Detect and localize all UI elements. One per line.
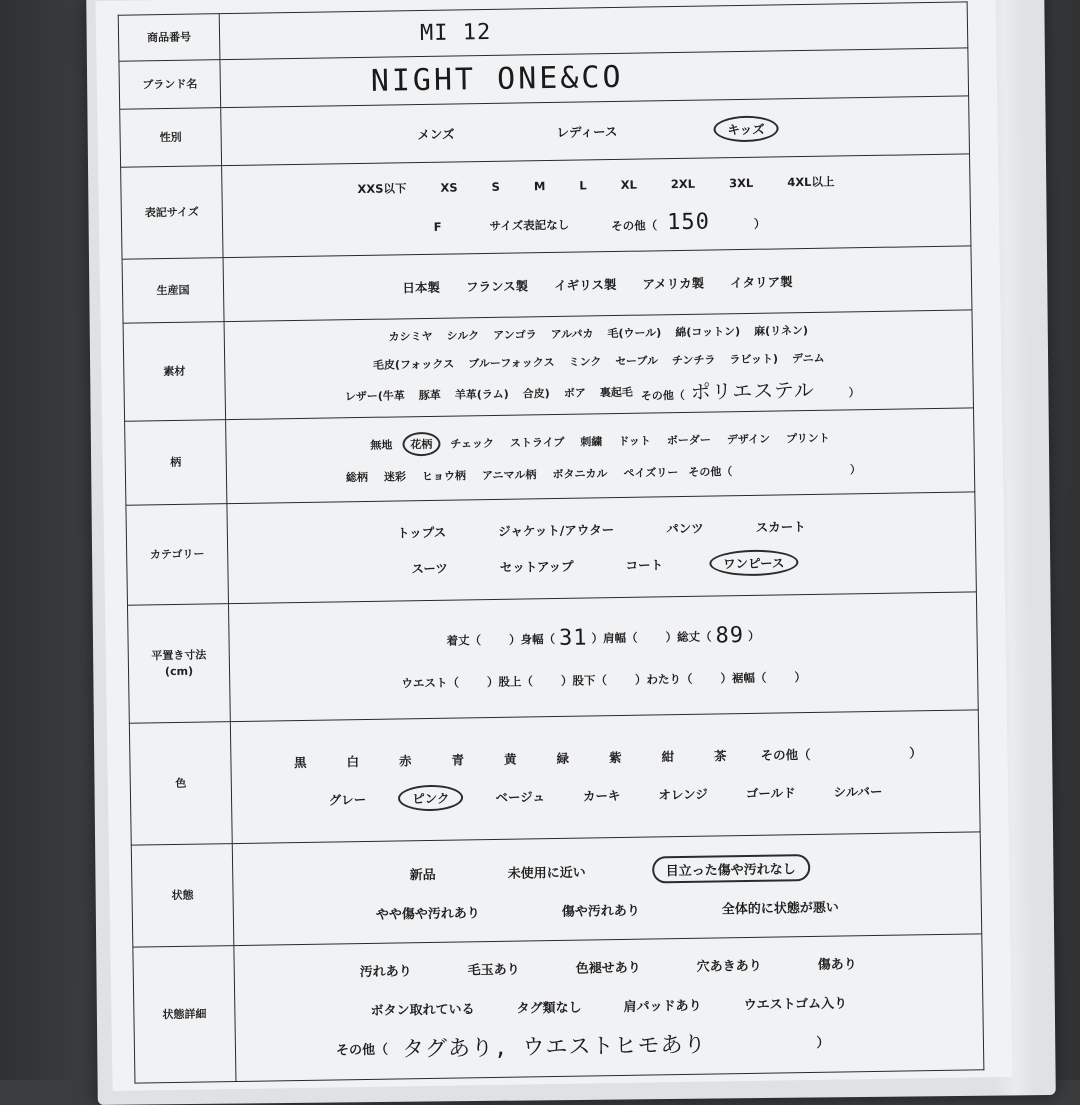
material-mink[interactable]: ミンク — [568, 355, 602, 369]
pattern-paisley[interactable]: ペイズリー — [623, 465, 679, 480]
measure-katahaba-label: ）肩幅（ — [591, 630, 638, 645]
color-orange[interactable]: オレンジ — [658, 786, 708, 802]
product-form-table — [118, 1, 985, 1083]
color-silver[interactable]: シルバー — [833, 783, 883, 800]
color-red[interactable]: 赤 — [398, 752, 412, 768]
detail-hole[interactable]: 穴あきあり — [696, 958, 762, 975]
pattern-dot[interactable]: ドット — [618, 433, 651, 448]
row-condition-detail — [133, 934, 984, 1083]
color-other-close: ） — [909, 744, 922, 760]
pattern-botanical[interactable]: ボタニカル — [552, 466, 608, 481]
label-measurements: 平置き寸法 — [151, 648, 207, 663]
category-coat[interactable]: コート — [625, 556, 664, 573]
measure-kitake-label: 着丈（ — [446, 632, 482, 648]
material-boa[interactable]: ボア — [563, 385, 586, 400]
material-other-value: ポリエステル — [690, 377, 815, 404]
measure-waist-label: ウエスト（ — [401, 675, 460, 691]
color-black[interactable]: 黒 — [293, 754, 307, 770]
country-italy[interactable]: イタリア製 — [729, 273, 793, 290]
pattern-leopard[interactable]: ヒョウ柄 — [421, 468, 467, 483]
label-pattern: 柄 — [125, 420, 227, 506]
material-cashmere[interactable]: カシミヤ — [388, 329, 433, 344]
label-condition: 状態 — [131, 844, 234, 948]
detail-shoulder-pad[interactable]: 肩パッドあり — [623, 998, 702, 1015]
color-gold[interactable]: ゴールド — [745, 784, 796, 801]
size-xs[interactable]: XS — [440, 180, 458, 195]
label-gender: 性別 — [120, 108, 222, 168]
condition-new[interactable]: 新品 — [409, 867, 436, 883]
label-category: カテゴリー — [126, 504, 229, 606]
category-suit[interactable]: スーツ — [411, 560, 448, 576]
measure-susohaba-label: ）裾幅（ — [720, 670, 767, 686]
detail-other-value: タグあり, ウエストヒモあり — [401, 1032, 707, 1063]
size-s[interactable]: S — [491, 179, 501, 194]
pattern-camo[interactable]: 迷彩 — [383, 469, 407, 484]
pattern-embroidery[interactable]: 刺繍 — [580, 434, 603, 449]
label-product-no: 商品番号 — [118, 14, 220, 62]
pattern-plain[interactable]: 無地 — [370, 438, 393, 452]
condition-poor[interactable]: 全体的に状態が悪い — [721, 900, 839, 917]
color-purple[interactable]: 紫 — [608, 749, 622, 765]
size-other-value: 150 — [666, 209, 711, 236]
detail-fading[interactable]: 色褪せあり — [575, 960, 641, 977]
color-gray[interactable]: グレー — [328, 791, 367, 808]
detail-waist-elastic[interactable]: ウエストゴム入り — [743, 996, 848, 1014]
pattern-other-label: その他（ — [688, 464, 733, 479]
label-country: 生産国 — [122, 258, 224, 324]
pattern-floral-selected[interactable]: 花柄 — [402, 431, 440, 456]
size-no-label[interactable]: サイズ表記なし — [489, 217, 570, 233]
measure-matashita-label: ）股下（ — [560, 673, 608, 688]
label-material: 素材 — [123, 322, 226, 422]
material-angora[interactable]: アンゴラ — [493, 328, 537, 342]
material-sable[interactable]: セーブル — [615, 354, 659, 369]
color-brown[interactable]: 茶 — [713, 747, 727, 764]
pattern-other-close: ） — [849, 462, 862, 476]
material-other-close: ） — [848, 386, 860, 400]
label-size: 表記サイズ — [121, 166, 223, 260]
material-wool[interactable]: 毛(ウール) — [607, 326, 662, 341]
product-form-sheet — [95, 0, 1012, 1091]
color-navy[interactable]: 紺 — [661, 748, 675, 764]
measure-watari-label: ）わたり（ — [634, 671, 693, 687]
gender-mens[interactable]: メンズ — [417, 126, 455, 142]
pattern-allover[interactable]: 総柄 — [345, 470, 369, 484]
category-onepiece-selected[interactable]: ワンピース — [709, 549, 799, 576]
size-3xl[interactable]: 3XL — [728, 175, 754, 191]
color-pink-selected[interactable]: ピンク — [398, 784, 464, 811]
brand-value: NIGHT ONE&CO — [370, 59, 624, 99]
color-green[interactable]: 緑 — [556, 750, 570, 766]
size-xxs[interactable]: XXS以下 — [357, 181, 407, 197]
country-japan[interactable]: 日本製 — [402, 279, 441, 295]
country-uk[interactable]: イギリス製 — [554, 276, 617, 293]
pattern-print[interactable]: プリント — [785, 431, 830, 445]
condition-no-damage-selected[interactable]: 目立った傷や汚れなし — [651, 854, 809, 883]
color-other-label: その他（ — [760, 746, 811, 763]
condition-slight-damage[interactable]: やや傷や汚れあり — [375, 905, 480, 923]
size-xl[interactable]: XL — [620, 177, 637, 192]
country-usa[interactable]: アメリカ製 — [642, 275, 705, 292]
gender-ladies[interactable]: レディース — [556, 123, 618, 140]
material-leather-cow[interactable]: レザー(牛革 — [344, 388, 405, 403]
row-condition — [131, 832, 981, 947]
size-4xl[interactable]: 4XL以上 — [787, 174, 835, 190]
pattern-border[interactable]: ボーダー — [666, 433, 711, 447]
material-fur-fox[interactable]: 毛皮(フォックス — [372, 357, 455, 372]
pattern-design[interactable]: デザイン — [726, 432, 771, 446]
measure-mihaba-label: ）身幅（ — [508, 631, 556, 647]
row-category — [126, 492, 976, 605]
product-no-value: MI 12 — [419, 19, 492, 47]
material-linen[interactable]: 麻(リネン) — [754, 323, 809, 338]
label-brand: ブランド名 — [119, 60, 221, 110]
pattern-animal[interactable]: アニマル柄 — [481, 467, 537, 482]
pattern-check[interactable]: チェック — [450, 436, 495, 451]
detail-no-tag[interactable]: タグ類なし — [516, 1000, 582, 1017]
row-material — [123, 310, 973, 421]
label-condition-detail: 状態詳細 — [133, 946, 236, 1084]
detail-pilling[interactable]: 毛玉あり — [467, 962, 520, 979]
size-other-label: その他（ — [611, 218, 658, 234]
size-f[interactable]: F — [433, 219, 442, 234]
size-2xl[interactable]: 2XL — [670, 176, 696, 192]
measure-mihaba-value: 31 — [558, 625, 588, 651]
color-beige[interactable]: ベージュ — [495, 788, 546, 805]
detail-other-close: ） — [816, 1035, 830, 1051]
detail-scratch[interactable]: 傷あり — [817, 957, 857, 973]
category-setup[interactable]: セットアップ — [499, 558, 574, 575]
label-measurements-unit: (cm) — [164, 664, 194, 678]
color-blue[interactable]: 青 — [451, 751, 465, 768]
material-rabbit[interactable]: ラビット) — [729, 352, 779, 367]
row-color — [129, 710, 980, 845]
row-measurements — [127, 592, 978, 723]
detail-stain[interactable]: 汚れあり — [359, 964, 412, 981]
size-m[interactable]: M — [533, 179, 546, 194]
material-brushed[interactable]: 裏起毛 — [599, 385, 633, 399]
category-pants[interactable]: パンツ — [666, 520, 704, 536]
measure-soutake-label: ）総丈（ — [665, 629, 712, 644]
color-khaki[interactable]: カーキ — [582, 787, 621, 804]
material-leather-lamb[interactable]: 羊革(ラム) — [454, 387, 509, 402]
material-synthetic-leather[interactable]: 合皮) — [522, 386, 550, 400]
category-tops[interactable]: トップス — [396, 524, 447, 540]
measure-matagami-label: ）股上（ — [486, 674, 534, 690]
measure-end: ） — [747, 628, 760, 643]
label-color: 色 — [129, 722, 232, 846]
country-france[interactable]: フランス製 — [465, 277, 529, 294]
detail-button-missing[interactable]: ボタン取れている — [370, 1002, 475, 1019]
material-alpaca[interactable]: アルパカ — [550, 327, 594, 342]
category-skirt[interactable]: スカート — [755, 518, 806, 535]
category-jacket[interactable]: ジャケット/アウター — [498, 521, 615, 539]
detail-other-label: その他（ — [335, 1042, 389, 1059]
color-yellow[interactable]: 黄 — [503, 751, 517, 767]
material-leather-pig[interactable]: 豚革 — [418, 388, 441, 402]
row-size — [121, 154, 971, 259]
material-chinchilla[interactable]: チンチラ — [671, 353, 716, 368]
material-silk[interactable]: シルク — [446, 329, 480, 343]
measure-end-2: ） — [794, 670, 807, 685]
size-other-close: ） — [753, 216, 766, 231]
size-l[interactable]: L — [579, 178, 587, 193]
measure-soutake-value: 89 — [715, 623, 745, 649]
condition-damaged[interactable]: 傷や汚れあり — [561, 903, 640, 920]
material-cotton[interactable]: 綿(コットン) — [675, 325, 741, 340]
material-blue-fox[interactable]: ブルーフォックス — [468, 355, 555, 371]
gender-kids-selected[interactable]: キッズ — [713, 115, 779, 142]
pattern-stripe[interactable]: ストライプ — [509, 435, 565, 450]
color-white[interactable]: 白 — [346, 753, 360, 769]
material-other-label: その他（ — [640, 388, 685, 403]
row-pattern — [125, 408, 975, 505]
condition-like-new[interactable]: 未使用に近い — [507, 865, 586, 882]
material-denim[interactable]: デニム — [791, 351, 825, 366]
